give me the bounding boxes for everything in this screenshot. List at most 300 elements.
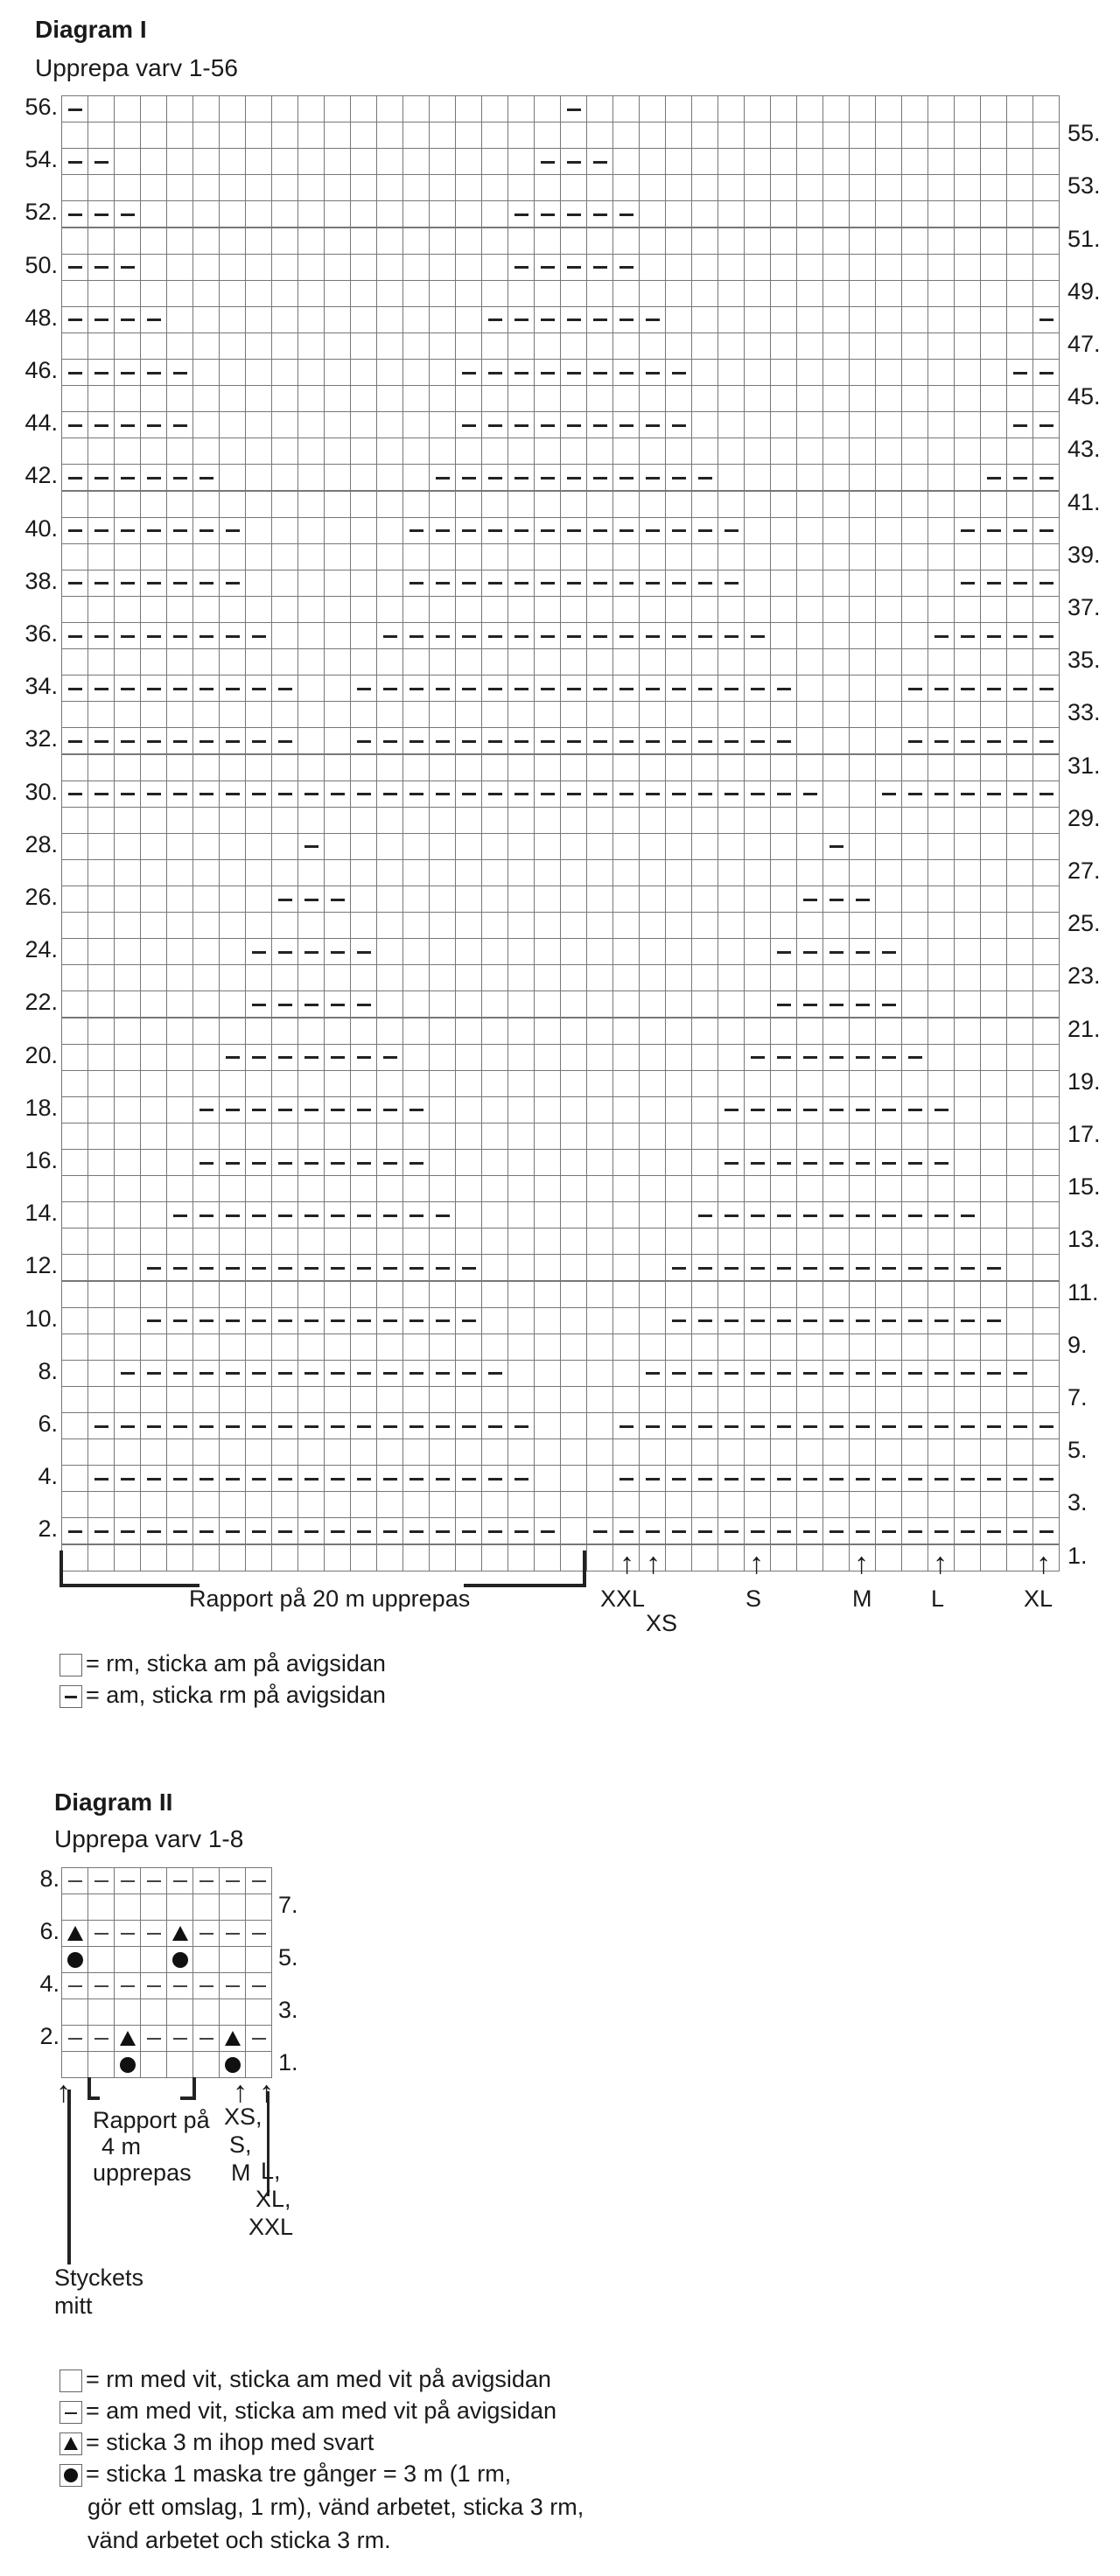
chart-cell xyxy=(849,464,876,491)
chart-cell xyxy=(508,228,535,255)
chart-cell xyxy=(639,1201,666,1228)
chart-cell xyxy=(612,938,640,965)
chart-cell xyxy=(88,938,115,965)
purl-dash-mark xyxy=(882,1214,896,1217)
chart-cell xyxy=(61,491,88,518)
chart-cell xyxy=(140,990,167,1018)
purl-dash-mark xyxy=(68,688,82,690)
chart-cell xyxy=(376,1018,403,1045)
purl-dash-mark xyxy=(383,1372,397,1375)
purl-dash-mark xyxy=(646,793,660,795)
chart-cell xyxy=(534,491,561,518)
chart-cell xyxy=(822,1175,850,1202)
chart-cell xyxy=(534,1149,561,1176)
chart-cell xyxy=(192,1070,220,1097)
chart-cell xyxy=(586,1465,613,1492)
chart-cell xyxy=(954,359,981,386)
chart-cell xyxy=(560,1096,587,1124)
chart-cell xyxy=(849,438,876,465)
dash-mark xyxy=(173,2038,187,2040)
chart-cell xyxy=(219,833,246,860)
purl-dash-mark xyxy=(1040,318,1054,321)
chart-cell xyxy=(612,332,640,360)
chart-cell xyxy=(770,938,797,965)
chart-cell xyxy=(376,1334,403,1361)
chart-cell xyxy=(849,517,876,544)
purl-dash-mark xyxy=(94,424,108,427)
chart-cell xyxy=(586,1044,613,1071)
purl-dash-mark xyxy=(908,1214,922,1217)
chart-cell xyxy=(350,938,377,965)
chart-cell xyxy=(61,95,88,122)
chart-cell xyxy=(376,228,403,255)
chart-cell xyxy=(219,1307,246,1334)
chart-cell xyxy=(245,1149,272,1176)
chart-cell xyxy=(350,1386,377,1413)
chart-cell xyxy=(770,1201,797,1228)
purl-dash-mark xyxy=(672,477,686,480)
chart-cell xyxy=(481,1386,508,1413)
dash-mark xyxy=(121,1880,135,1882)
chart-cell xyxy=(166,543,193,570)
chart-cell xyxy=(88,990,115,1018)
chart-cell xyxy=(586,570,613,597)
purl-dash-mark xyxy=(908,1162,922,1165)
chart-cell xyxy=(691,1465,718,1492)
chart-cell xyxy=(586,1281,613,1308)
chart-cell xyxy=(429,833,456,860)
chart-cell xyxy=(140,1201,167,1228)
chart-cell xyxy=(796,174,823,201)
purl-dash-mark xyxy=(830,1372,844,1375)
chart-cell xyxy=(61,1334,88,1361)
chart-cell xyxy=(639,938,666,965)
chart-cell xyxy=(639,990,666,1018)
purl-dash-mark xyxy=(121,740,135,743)
chart-cell xyxy=(928,1412,955,1439)
chart-cell xyxy=(192,2051,220,2078)
chart-cell xyxy=(560,411,587,438)
chart-cell xyxy=(508,411,535,438)
chart-cell xyxy=(350,1044,377,1071)
chart-cell xyxy=(376,95,403,122)
purl-dash-mark xyxy=(410,1320,424,1322)
chart-cell xyxy=(954,200,981,228)
chart-cell xyxy=(114,543,141,570)
chart-cell xyxy=(1006,1438,1033,1466)
chart-cell xyxy=(114,254,141,281)
chart-cell xyxy=(219,1123,246,1150)
chart-cell xyxy=(586,200,613,228)
purl-dash-mark xyxy=(908,1056,922,1059)
chart-cell xyxy=(744,859,771,886)
purl-dash-mark xyxy=(934,1320,948,1322)
chart-cell xyxy=(402,411,430,438)
chart-cell xyxy=(639,254,666,281)
chart-cell xyxy=(560,1201,587,1228)
chart-cell xyxy=(744,596,771,623)
chart-cell xyxy=(88,1123,115,1150)
chart-cell xyxy=(508,517,535,544)
chart-cell xyxy=(612,596,640,623)
chart-cell xyxy=(560,464,587,491)
chart-cell xyxy=(665,359,692,386)
row-label-right: 35. xyxy=(1068,647,1101,674)
purl-dash-mark xyxy=(252,1372,266,1375)
chart-cell xyxy=(718,1149,745,1176)
row-label-left: 48. xyxy=(24,304,58,331)
chart-cell xyxy=(481,464,508,491)
chart-cell xyxy=(901,1228,928,1255)
purl-dash-mark xyxy=(541,477,555,480)
purl-dash-mark xyxy=(226,1214,240,1217)
chart-cell xyxy=(1032,359,1060,386)
purl-dash-mark xyxy=(777,1320,791,1322)
chart-cell xyxy=(376,200,403,228)
repeat-label-line: upprepas xyxy=(93,2160,192,2186)
row-label-right: 7. xyxy=(278,1892,298,1918)
chart-cell xyxy=(114,1412,141,1439)
chart-cell xyxy=(954,385,981,412)
chart-cell xyxy=(140,1946,167,1973)
chart-cell xyxy=(481,990,508,1018)
chart-cell xyxy=(691,464,718,491)
chart-cell xyxy=(1032,1517,1060,1544)
chart-cell xyxy=(901,807,928,834)
chart-cell xyxy=(718,254,745,281)
chart-cell xyxy=(88,780,115,808)
chart-cell xyxy=(691,1096,718,1124)
chart-cell xyxy=(324,570,351,597)
chart-cell xyxy=(901,1334,928,1361)
purl-dash-mark xyxy=(803,1530,817,1533)
chart-cell xyxy=(192,859,220,886)
chart-cell xyxy=(665,570,692,597)
chart-cell xyxy=(718,807,745,834)
chart-cell xyxy=(376,1386,403,1413)
purl-dash-mark xyxy=(961,1214,975,1217)
chart-cell xyxy=(560,886,587,913)
chart-cell xyxy=(770,517,797,544)
purl-dash-mark xyxy=(803,793,817,795)
size-marker-l: L xyxy=(931,1586,945,1612)
repeat-bracket-right-tick xyxy=(583,1550,586,1587)
chart-cell xyxy=(822,491,850,518)
chart-cell xyxy=(928,254,955,281)
chart-cell xyxy=(954,780,981,808)
chart-cell xyxy=(928,622,955,649)
chart-cell xyxy=(639,1491,666,1518)
purl-dash-mark xyxy=(620,582,634,584)
chart-cell xyxy=(534,280,561,307)
chart-cell xyxy=(1006,622,1033,649)
purl-dash-mark xyxy=(410,1162,424,1165)
chart-cell xyxy=(691,886,718,913)
chart-cell xyxy=(822,1334,850,1361)
chart-cell xyxy=(796,1307,823,1334)
purl-dash-mark xyxy=(488,424,502,427)
chart-cell xyxy=(245,833,272,860)
purl-dash-mark xyxy=(436,793,450,795)
purl-dash-mark xyxy=(357,1478,371,1480)
chart-cell xyxy=(849,1201,876,1228)
chart-cell xyxy=(166,2051,193,2078)
chart-cell xyxy=(402,385,430,412)
chart-cell xyxy=(271,1228,298,1255)
purl-dash-mark xyxy=(462,372,476,374)
chart-cell xyxy=(350,1123,377,1150)
purl-dash-mark xyxy=(462,793,476,795)
chart-cell xyxy=(691,1123,718,1150)
purl-dash-mark xyxy=(987,1530,1001,1533)
purl-dash-mark xyxy=(724,793,738,795)
chart-cell xyxy=(980,1517,1007,1544)
purl-dash-mark xyxy=(1040,1478,1054,1480)
chart-cell xyxy=(140,1465,167,1492)
chart-cell xyxy=(901,200,928,228)
purl-dash-mark xyxy=(987,1320,1001,1322)
chart-cell xyxy=(1006,964,1033,991)
chart-cell xyxy=(245,807,272,834)
chart-cell xyxy=(508,833,535,860)
chart-cell xyxy=(88,1412,115,1439)
chart-cell xyxy=(455,332,482,360)
chart-cell xyxy=(875,1175,902,1202)
purl-dash-mark xyxy=(383,793,397,795)
purl-dash-mark xyxy=(357,1162,371,1165)
chart-cell xyxy=(402,1544,430,1572)
chart-cell xyxy=(665,1386,692,1413)
purl-dash-mark xyxy=(646,1478,660,1480)
chart-cell xyxy=(88,1307,115,1334)
purl-dash-mark xyxy=(646,582,660,584)
chart-cell xyxy=(796,675,823,702)
chart-cell xyxy=(88,859,115,886)
purl-dash-mark xyxy=(410,582,424,584)
chart-cell xyxy=(140,1096,167,1124)
chart-cell xyxy=(140,1123,167,1150)
chart-cell xyxy=(455,464,482,491)
chart-cell xyxy=(849,1096,876,1124)
chart-cell xyxy=(849,306,876,333)
purl-dash-mark xyxy=(803,1109,817,1111)
purl-dash-mark xyxy=(121,582,135,584)
purl-dash-mark xyxy=(934,688,948,690)
chart-cell xyxy=(612,385,640,412)
chart-cell xyxy=(639,1412,666,1439)
purl-dash-mark xyxy=(488,582,502,584)
chart-cell xyxy=(61,701,88,728)
chart-cell xyxy=(324,596,351,623)
purl-dash-mark xyxy=(278,793,292,795)
chart-cell xyxy=(140,359,167,386)
purl-dash-mark xyxy=(1013,1530,1027,1533)
chart-cell xyxy=(61,1412,88,1439)
chart-cell xyxy=(166,1096,193,1124)
chart-cell xyxy=(954,411,981,438)
purl-dash-mark xyxy=(934,1214,948,1217)
chart-cell xyxy=(954,1360,981,1387)
chart-cell xyxy=(271,332,298,360)
chart-cell xyxy=(665,1544,692,1572)
purl-dash-mark xyxy=(278,1109,292,1111)
purl-dash-mark xyxy=(646,1372,660,1375)
purl-dash-mark xyxy=(856,1214,870,1217)
chart-cell xyxy=(665,701,692,728)
chart-cell xyxy=(298,1307,325,1334)
purl-dash-mark xyxy=(357,951,371,954)
chart-cell xyxy=(954,1544,981,1572)
chart-cell xyxy=(219,807,246,834)
chart-cell xyxy=(61,543,88,570)
chart-cell xyxy=(219,491,246,518)
purl-dash-mark xyxy=(252,1530,266,1533)
chart-cell xyxy=(114,570,141,597)
chart-cell xyxy=(1032,675,1060,702)
chart-cell xyxy=(744,570,771,597)
chart-cell xyxy=(271,1360,298,1387)
chart-cell xyxy=(402,200,430,228)
purl-dash-mark xyxy=(777,1372,791,1375)
chart-cell xyxy=(192,1386,220,1413)
chart-cell xyxy=(586,859,613,886)
chart-cell xyxy=(612,622,640,649)
chart-cell xyxy=(744,912,771,939)
chart-cell xyxy=(954,1070,981,1097)
row-label-right: 43. xyxy=(1068,436,1101,463)
chart-cell xyxy=(402,543,430,570)
row-label-left: 4. xyxy=(38,1463,58,1490)
chart-cell xyxy=(402,1281,430,1308)
chart-cell xyxy=(402,675,430,702)
chart-cell xyxy=(88,886,115,913)
chart-cell xyxy=(429,938,456,965)
chart-cell xyxy=(822,254,850,281)
chart-cell xyxy=(718,1517,745,1544)
chart-cell xyxy=(245,1044,272,1071)
purl-dash-mark xyxy=(830,951,844,954)
chart-cell xyxy=(954,1018,981,1045)
chart-cell xyxy=(429,675,456,702)
chart-cell xyxy=(429,148,456,175)
chart-cell xyxy=(744,280,771,307)
chart-cell xyxy=(534,438,561,465)
purl-dash-mark xyxy=(462,1372,476,1375)
chart-cell xyxy=(219,1946,246,1973)
chart-cell xyxy=(744,1123,771,1150)
chart-cell xyxy=(665,675,692,702)
purl-dash-mark xyxy=(777,1162,791,1165)
chart-cell xyxy=(61,886,88,913)
chart-cell xyxy=(192,95,220,122)
purl-dash-mark xyxy=(987,529,1001,532)
purl-dash-mark xyxy=(488,529,502,532)
chart-cell xyxy=(980,332,1007,360)
purl-dash-mark xyxy=(830,899,844,901)
chart-cell xyxy=(508,174,535,201)
chart-cell xyxy=(980,438,1007,465)
purl-dash-mark xyxy=(304,1162,318,1165)
chart-cell xyxy=(350,727,377,754)
chart-cell xyxy=(849,254,876,281)
chart-cell xyxy=(508,1386,535,1413)
chart-cell xyxy=(271,938,298,965)
chart-cell xyxy=(901,886,928,913)
chart-cell xyxy=(88,174,115,201)
chart-cell xyxy=(245,1123,272,1150)
purl-dash-mark xyxy=(252,1109,266,1111)
chart-cell xyxy=(560,438,587,465)
legend-item: = rm, sticka am på avigsidan xyxy=(60,1650,386,1677)
chart-cell xyxy=(612,1149,640,1176)
chart-cell xyxy=(140,701,167,728)
chart-cell xyxy=(166,780,193,808)
purl-dash-mark xyxy=(462,740,476,743)
chart-cell xyxy=(612,306,640,333)
chart-cell xyxy=(219,596,246,623)
purl-dash-mark xyxy=(593,582,607,584)
chart-cell xyxy=(429,622,456,649)
chart-cell xyxy=(429,95,456,122)
chart-cell xyxy=(402,859,430,886)
chart-cell xyxy=(140,807,167,834)
chart-cell xyxy=(875,1123,902,1150)
chart-cell xyxy=(665,306,692,333)
purl-dash-mark xyxy=(226,1056,240,1059)
chart-cell xyxy=(1032,727,1060,754)
chart-cell xyxy=(612,517,640,544)
chart-cell xyxy=(691,780,718,808)
chart-cell xyxy=(192,1894,220,1921)
chart-cell xyxy=(691,648,718,676)
chart-cell xyxy=(744,1149,771,1176)
chart-cell xyxy=(402,1360,430,1387)
chart-cell xyxy=(586,306,613,333)
chart-cell xyxy=(271,1281,298,1308)
chart-cell xyxy=(481,754,508,781)
chart-cell xyxy=(245,570,272,597)
purl-dash-mark xyxy=(908,1425,922,1428)
purl-dash-mark xyxy=(1013,1425,1027,1428)
chart-cell xyxy=(822,1465,850,1492)
chart-cell xyxy=(271,648,298,676)
chart-cell xyxy=(271,1307,298,1334)
chart-cell xyxy=(166,1946,193,1973)
chart-cell xyxy=(166,1920,193,1947)
chart-cell xyxy=(298,1334,325,1361)
row-label-right: 9. xyxy=(1068,1331,1088,1358)
purl-dash-mark xyxy=(488,688,502,690)
chart-cell xyxy=(140,1386,167,1413)
chart-cell xyxy=(954,1044,981,1071)
chart-cell xyxy=(140,727,167,754)
purl-dash-mark xyxy=(724,1109,738,1111)
chart-cell xyxy=(88,1517,115,1544)
chart-cell xyxy=(1006,990,1033,1018)
chart-cell xyxy=(481,385,508,412)
chart-cell xyxy=(350,1412,377,1439)
purl-dash-mark xyxy=(68,1530,82,1533)
chart-cell xyxy=(744,359,771,386)
chart-cell xyxy=(298,306,325,333)
chart-cell xyxy=(192,228,220,255)
chart-cell xyxy=(744,938,771,965)
chart-cell xyxy=(928,174,955,201)
chart-cell xyxy=(61,727,88,754)
chart-cell xyxy=(298,1070,325,1097)
chart-cell xyxy=(324,1254,351,1281)
chart-cell xyxy=(770,148,797,175)
